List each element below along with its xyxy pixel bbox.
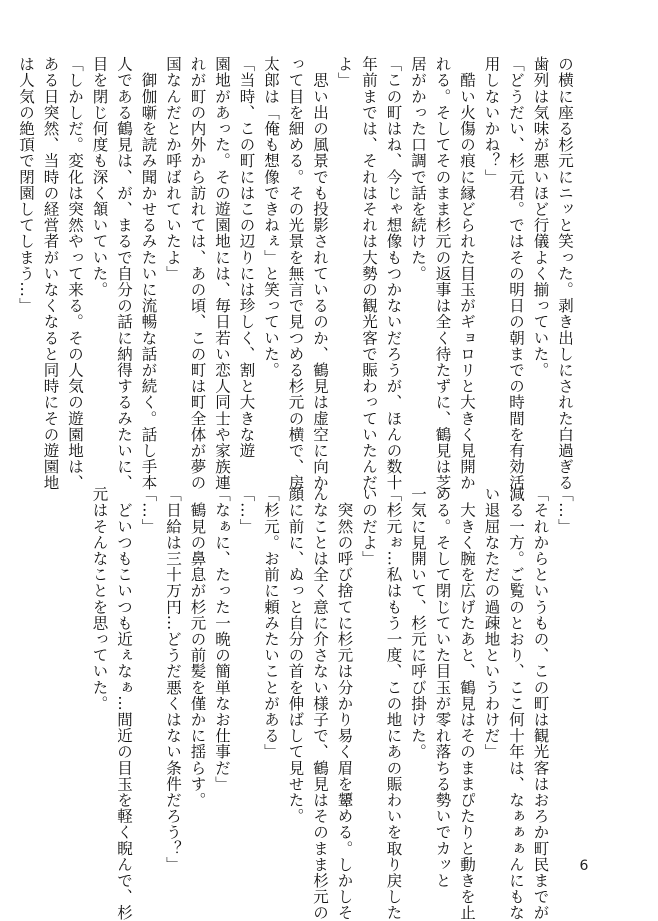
- vertical-text-block-bottom: 「…」 「それからというもの、この町は観光客はおろか町民までが 減る一方。ご覧のとおり、ここ何十年は、なぁぁぁんにもな い退屈なただの過疎地というわけだ」 大きく腕を広げたあと、鶴見はそのままぴたりと動きを止 める。そして閉じていた目玉が零れ落ちる勢いでカッと 一気に見開いて、杉元に呼び掛けた。 「杉元ぉ…私はもう一度、この地にあの賑わいを取り戻した いのだよ」 突然の呼び捨てに杉元は分かり易く眉を顰める。しかしそ んなことは全く意に介さない様子で、鶴見はそのまま杉元の 顔に前に、ぬっと自分の首を伸ばして見せた。 「杉元。お前に頼みたいことがある」 「…」 「なぁに、たった一晩の簡単なお仕事だ」 鶴見の鼻息が杉元の前髪を僅かに揺らす。 「日給は三十万円…どうだ悪くはない条件だろう？」 「…」 どいつもこいつも近ぇなぁ…間近の目玉を軽く睨んで、杉 元はそんなことを思っていた。: [90, 486, 574, 921]
- page-number: 6: [579, 858, 589, 874]
- vertical-text-block-top: の横に座る杉元にニッと笑った。剥き出しにされた白過ぎる 歯列は気味が悪いほど行儀よく揃っていた。 「どうだい、杉元君。ではその明日の朝までの時間を有効活 用しないかね？」 酷い火傷の痕に縁どられた目玉がギョロリと大きく見開か れる。そしてそのまま杉元の返事は全く待たずに、鶴見は芝 居がかった口調で話を続けた。 「この町はね、今じゃ想像もつかないだろうが、ほんの数十 年前までは、それはそれは大勢の観光客で賑わっていたんだ よ」 思い出の風景でも投影されているのか、鶴見は虚空に向か って目を細める。その光景を無言で見つめる杉元の横で、房 太郎は「俺も想像できねぇ」と笑っていた。 「当時、この町にはこの辺りには珍しく、割と大きな遊 園地があった。その遊園地には、毎日若い恋人同士や家族連 れが町の内外から訪れては、あの頃、この町は町全体が夢の 国なんだとか呼ばれていたよ」 御伽噺を読み聞かせるみたいに流暢な話が続く。話し手本 人である鶴見は、が、まるで自分の話に納得するみたいに、 目を閉じ何度も深く頷いていた。 「しかしだ。変化は突然やって来る。その人気の遊園地は、 ある日突然、当時の経営者がいなくなると同時にその遊園地 は人気の絶頂で閉園してしまう…」: [17, 56, 574, 491]
